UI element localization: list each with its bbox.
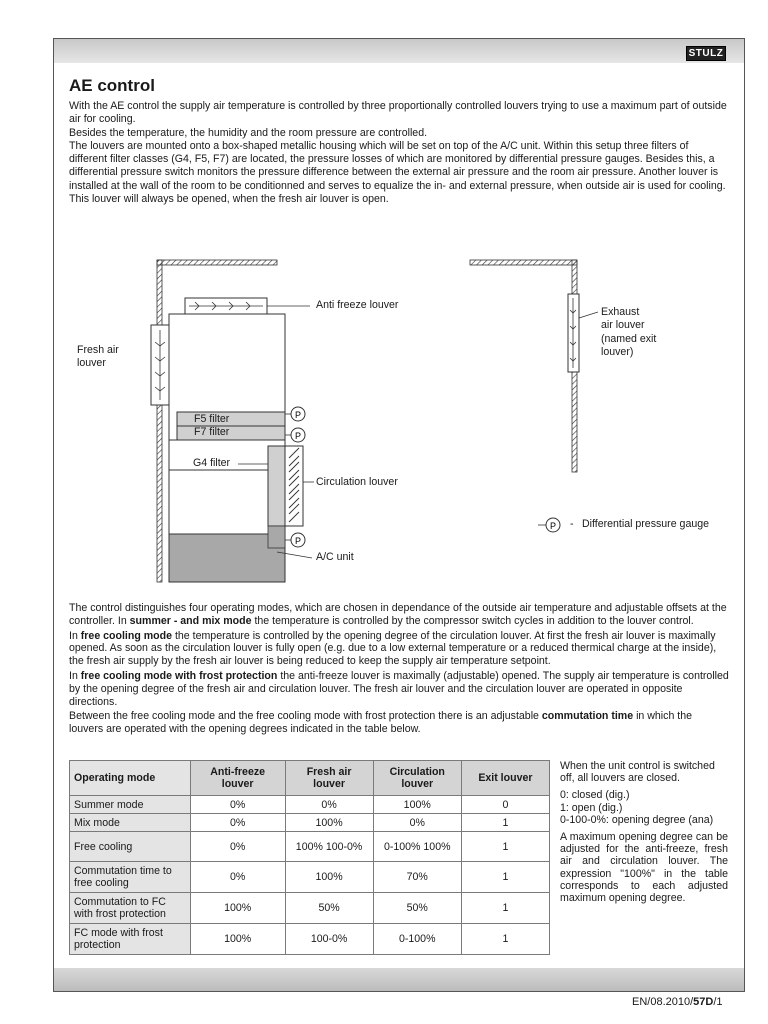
table-cell: Commutation time to free cooling: [70, 862, 191, 893]
table-cell: 1: [461, 814, 549, 832]
table-cell: 1: [461, 893, 549, 924]
table-cell: 100%: [190, 893, 285, 924]
body-paragraph: In free cooling mode the temperature is controlled by the opening degree of the circulation louver. At first the fresh air louver is maximally opened. As soon as the circulation louver is fully open (e.g. due to a low external temperature or a reduced thermical charge at the inside), the fresh air supply by the fresh air louver is being reduced to keep the supply air temperature setpoint.: [69, 629, 717, 668]
note-range: 0-100-0%: opening degree (ana): [560, 813, 714, 826]
anti-freeze-louver: [185, 298, 267, 314]
table-cell: 0%: [190, 814, 285, 832]
legend-differential-pressure-gauge: Differential pressure gauge: [582, 518, 710, 530]
label-ac-unit: A/C unit: [316, 551, 354, 563]
exhaust-air-louver: [568, 294, 579, 372]
intro-paragraph: The louvers are mounted onto a box-shaped metallic housing which will be set on top of the A/C unit. Within this setup three filters of different filter classes (G4, F5, F7) are located, the pressure losses of which are monitored by differential pressure gauges. Besides this, a differential pressure switch monitors the pressure difference between the external air pressure and the room air pressure. Another louver is installed at the wall of the room to be conditionned and serves to equalize the in- and external pressure, when outside air is used for cooling. This louver will always be opened, when the fresh air louver is open.: [69, 139, 726, 206]
table-cell: 0%: [373, 814, 461, 832]
table-cell: 0%: [190, 862, 285, 893]
table-row: [70, 796, 550, 814]
table-cell: Summer mode: [70, 796, 191, 814]
table-cell: 50%: [285, 893, 373, 924]
pressure-gauge-g4: [285, 533, 305, 547]
table-cell: 0-100%: [373, 924, 461, 955]
table-cell: 100%: [373, 796, 461, 814]
label-f7-filter: F7 filter: [194, 426, 230, 438]
operating-modes-table: [69, 760, 550, 955]
header-circulation: Circulation louver: [373, 761, 461, 796]
table-cell: 70%: [373, 862, 461, 893]
label-fresh-air-2: louver: [77, 357, 106, 369]
table-cell: 0%: [190, 796, 285, 814]
header-anti-freeze: Anti-freeze louver: [190, 761, 285, 796]
label-fresh-air-1: Fresh air: [77, 344, 119, 356]
header-fresh-air: Fresh air louver: [285, 761, 373, 796]
table-cell: 1: [461, 832, 549, 862]
pressure-gauge-f7: [285, 428, 305, 442]
table-cell: 100%: [190, 924, 285, 955]
note-adjust: A maximum opening degree can be adjusted for the anti-freeze, fresh air and circulation louver. The expression "100%" in the table corresponds to each adjusted maximum opening degree.: [560, 831, 728, 905]
room-wall-right: [470, 260, 577, 472]
table-cell: 0-100% 100%: [373, 832, 461, 862]
table-cell: 100-0%: [285, 924, 373, 955]
header-exit: Exit louver: [461, 761, 549, 796]
table-row: [70, 814, 550, 832]
intro-paragraph: With the AE control the supply air temperature is controlled by three proportionally controlled louvers trying to use a maximum part of outside air for cooling.: [69, 100, 727, 126]
table-row: [70, 832, 550, 862]
note-closed: 0: closed (dig.): [560, 789, 630, 802]
table-cell: FC mode with frost protection: [70, 924, 191, 955]
table-cell: 50%: [373, 893, 461, 924]
label-exhaust-4: louver): [601, 346, 634, 358]
label-exhaust-3: (named exit: [601, 333, 657, 345]
note-open: 1: open (dig.): [560, 801, 623, 814]
table-cell: 0%: [285, 796, 373, 814]
document-code: EN/08.2010/57D/1: [632, 996, 723, 1008]
label-circulation-louver: Circulation louver: [316, 476, 398, 488]
note-switched-off: When the unit control is switched off, all louvers are closed.: [560, 760, 715, 785]
stulz-logo: STULZ: [686, 46, 726, 61]
intro-paragraph: Besides the temperature, the humidity and the room pressure are controlled.: [69, 126, 428, 139]
g4-filter: [268, 446, 285, 526]
legend-dash: -: [570, 518, 574, 530]
table-cell: 1: [461, 924, 549, 955]
table-row: [70, 924, 550, 955]
fresh-air-louver: [151, 325, 169, 405]
gauge-symbol: P: [549, 521, 557, 531]
pressure-gauge-f5: [285, 407, 305, 421]
gauge-symbol: P: [294, 410, 302, 420]
page-title: AE control: [69, 76, 155, 95]
label-exhaust-2: air louver: [601, 319, 645, 331]
table-cell: Commutation to FC with frost protection: [70, 893, 191, 924]
table-cell: Free cooling: [70, 832, 191, 862]
operating-modes-text: [69, 602, 729, 738]
gauge-symbol: P: [294, 536, 302, 546]
table-cell: 100% 100-0%: [285, 832, 373, 862]
table-cell: 0%: [190, 832, 285, 862]
gauge-symbol: P: [294, 431, 302, 441]
table-cell: 0: [461, 796, 549, 814]
table-header-row: [70, 761, 550, 796]
table-cell: Mix mode: [70, 814, 191, 832]
body-paragraph: Between the free cooling mode and the free cooling mode with frost protection there is an adjustable commutation time in which the louvers are operated with the opening degrees indicated in the table below.: [69, 710, 693, 736]
label-g4-filter: G4 filter: [193, 457, 231, 469]
label-f5-filter: F5 filter: [194, 413, 230, 425]
body-paragraph: The control distinguishes four operating modes, which are chosen in dependance of the outside air temperature and adjustable offsets at the controller. In summer - and mix mode the temperature is controlled by the compressor switch cycles in addition to the louver control.: [69, 602, 727, 627]
table-cell: 100%: [285, 862, 373, 893]
table-row: [70, 862, 550, 893]
body-paragraph: In free cooling mode with frost protection the anti-freeze louver is maximally (adjustable) opened. The supply air temperature is controlled by the opening degree of the fresh air and circulation louver. The fresh air louver and the circulation louver are operated in opposite directions.: [69, 669, 729, 708]
table-cell: 100%: [285, 814, 373, 832]
label-exhaust-1: Exhaust: [601, 306, 640, 318]
header-operating-mode: Operating mode: [70, 761, 191, 796]
table-row: [70, 893, 550, 924]
side-notes: [560, 760, 728, 909]
label-anti-freeze-louver: Anti freeze louver: [316, 299, 399, 311]
circulation-louver: [285, 446, 303, 526]
table-cell: 1: [461, 862, 549, 893]
legend-gauge-symbol: [538, 518, 560, 532]
